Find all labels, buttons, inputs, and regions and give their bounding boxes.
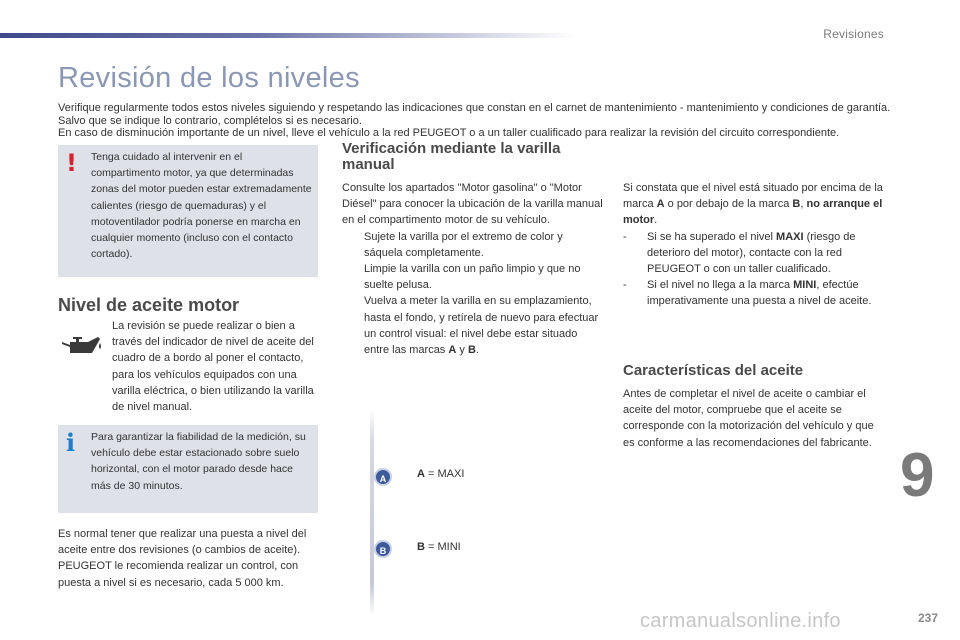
result-end: . bbox=[654, 214, 658, 227]
list-item bbox=[623, 277, 885, 309]
info-box bbox=[58, 425, 318, 513]
intro-paragraph-1: Verifique regularmente todos estos niveles siguiendo y respetando las indicaciones que constan en el carnet de mantenimiento - mantenimiento y condiciones de garantía. Salvo que se indique lo contrario, complételos si es necesario. bbox=[58, 102, 891, 127]
watermark: carmanualsonline.info bbox=[640, 610, 841, 632]
dipstick-figure bbox=[352, 410, 552, 615]
warning-box bbox=[58, 145, 318, 277]
page-title: Revisión de los niveles bbox=[58, 62, 360, 94]
intro-paragraph-2: En caso de disminución importante de un nivel, lleve el vehículo a la red PEUGEOT o a un taller cualificado para realizar la revisión del circuito correspondiente. bbox=[58, 127, 840, 139]
dash1-bold: MAXI bbox=[776, 230, 804, 243]
min-mark: B bbox=[417, 541, 425, 553]
min-label bbox=[417, 541, 461, 553]
dash-marker: - bbox=[623, 279, 627, 292]
chapter-number: 9 bbox=[900, 441, 935, 510]
result-sep: , bbox=[800, 198, 804, 211]
badge-b: B bbox=[374, 540, 392, 558]
dash1-end: (riesgo de deterioro del motor), contacte con la red PEUGEOT o con un taller cualificado. bbox=[647, 230, 856, 276]
dipstick-illustration bbox=[370, 410, 374, 615]
min-value: = MINI bbox=[428, 541, 461, 553]
and-word: y bbox=[459, 344, 465, 357]
dash2-bold: MINI bbox=[793, 279, 817, 292]
dash1-start: Si se ha superado el nivel bbox=[647, 230, 773, 243]
page-number: 237 bbox=[917, 611, 938, 625]
period: . bbox=[475, 344, 479, 357]
dipstick-intro: Consulte los apartados "Motor gasolina" o "Motor Diésel" para conocer la ubicación de la varilla manual en el compartimento motor de su vehículo. bbox=[342, 182, 603, 227]
result-text-mid: o por debajo de la marca bbox=[667, 198, 790, 211]
mark-a: A bbox=[448, 344, 457, 357]
info-icon: i bbox=[66, 428, 76, 457]
badge-a: A bbox=[374, 468, 392, 486]
dipstick-heading: Verificación mediante la varilla manual bbox=[342, 140, 561, 173]
list-item bbox=[342, 293, 604, 358]
max-mark: A bbox=[417, 468, 425, 480]
result-text-start: Si constata que el nivel está situado por encima de la marca bbox=[623, 182, 883, 211]
oil-level-text: La revisión se puede realizar o bien a través del indicador de nivel de aceite del cuadro de a bordo al poner el contacto, para los vehículos equipados con una varilla eléctrica, o bien utilizando la varilla de nivel manual. bbox=[112, 320, 314, 414]
bullet-text: Sujete la varilla por el extremo de color y sáquela completamente. bbox=[364, 230, 563, 259]
warning-text: Tenga cuidado al intervenir en el compartimento motor, ya que determinadas zonas del motor pueden estar extremadamente calientes (riesgo de quemaduras) y el motoventilador podría ponerse en marcha en cualquier momento (incluso con el contacto cortado). bbox=[91, 151, 312, 261]
oil-can-icon bbox=[60, 333, 104, 361]
header-bar bbox=[0, 33, 575, 38]
oil-characteristics-heading: Características del aceite bbox=[623, 362, 804, 379]
level-result-text bbox=[623, 180, 885, 310]
list-item bbox=[342, 261, 604, 293]
list-item bbox=[342, 229, 604, 261]
list-item bbox=[623, 229, 885, 278]
result-mark-a: A bbox=[656, 198, 665, 211]
info-text: Para garantizar la fiabilidad de la medición, su vehículo debe estar estacionado sobre suelo horizontal, con el motor parado desde hace más de 30 minutos. bbox=[91, 431, 306, 492]
result-warning: no arranque el motor bbox=[623, 198, 883, 227]
intro-text bbox=[58, 102, 898, 140]
oil-characteristics-text: Antes de completar el nivel de aceite o cambiar el aceite del motor, compruebe que el aceite se corresponde con la motorización del vehículo y que es conforme a las recomendaciones del fabricante. bbox=[623, 388, 874, 449]
dash2-start: Si el nivel no llega a la marca bbox=[647, 279, 791, 292]
result-mark-b: B bbox=[792, 198, 801, 211]
dash-marker: - bbox=[623, 230, 627, 243]
dipstick-instructions bbox=[342, 180, 604, 358]
mark-b: B bbox=[467, 344, 476, 357]
section-label: Revisiones bbox=[823, 27, 884, 41]
bullet-text: Limpie la varilla con un paño limpio y que no suelte pelusa. bbox=[364, 263, 581, 292]
normal-topup-text: Es normal tener que realizar una puesta a nivel del aceite entre dos revisiones (o cambios de aceite). PEUGEOT le recomienda realizar un control, con puesta a nivel si es necesario, cada 5 000 km. bbox=[58, 528, 307, 589]
oil-level-heading: Nivel de aceite motor bbox=[58, 295, 240, 315]
max-value: = MAXI bbox=[428, 468, 465, 480]
bullet-text: Vuelva a meter la varilla en su emplazamiento, hasta el fondo, y retírela de nuevo para efectuar un control visual: el nivel debe estar situado entre las marcas bbox=[364, 295, 599, 357]
dash2-end: , efectúe imperativamente una puesta a nivel de aceite. bbox=[647, 279, 872, 308]
result-paragraph bbox=[623, 180, 885, 229]
warning-icon: ! bbox=[66, 149, 77, 177]
max-label bbox=[417, 468, 464, 480]
